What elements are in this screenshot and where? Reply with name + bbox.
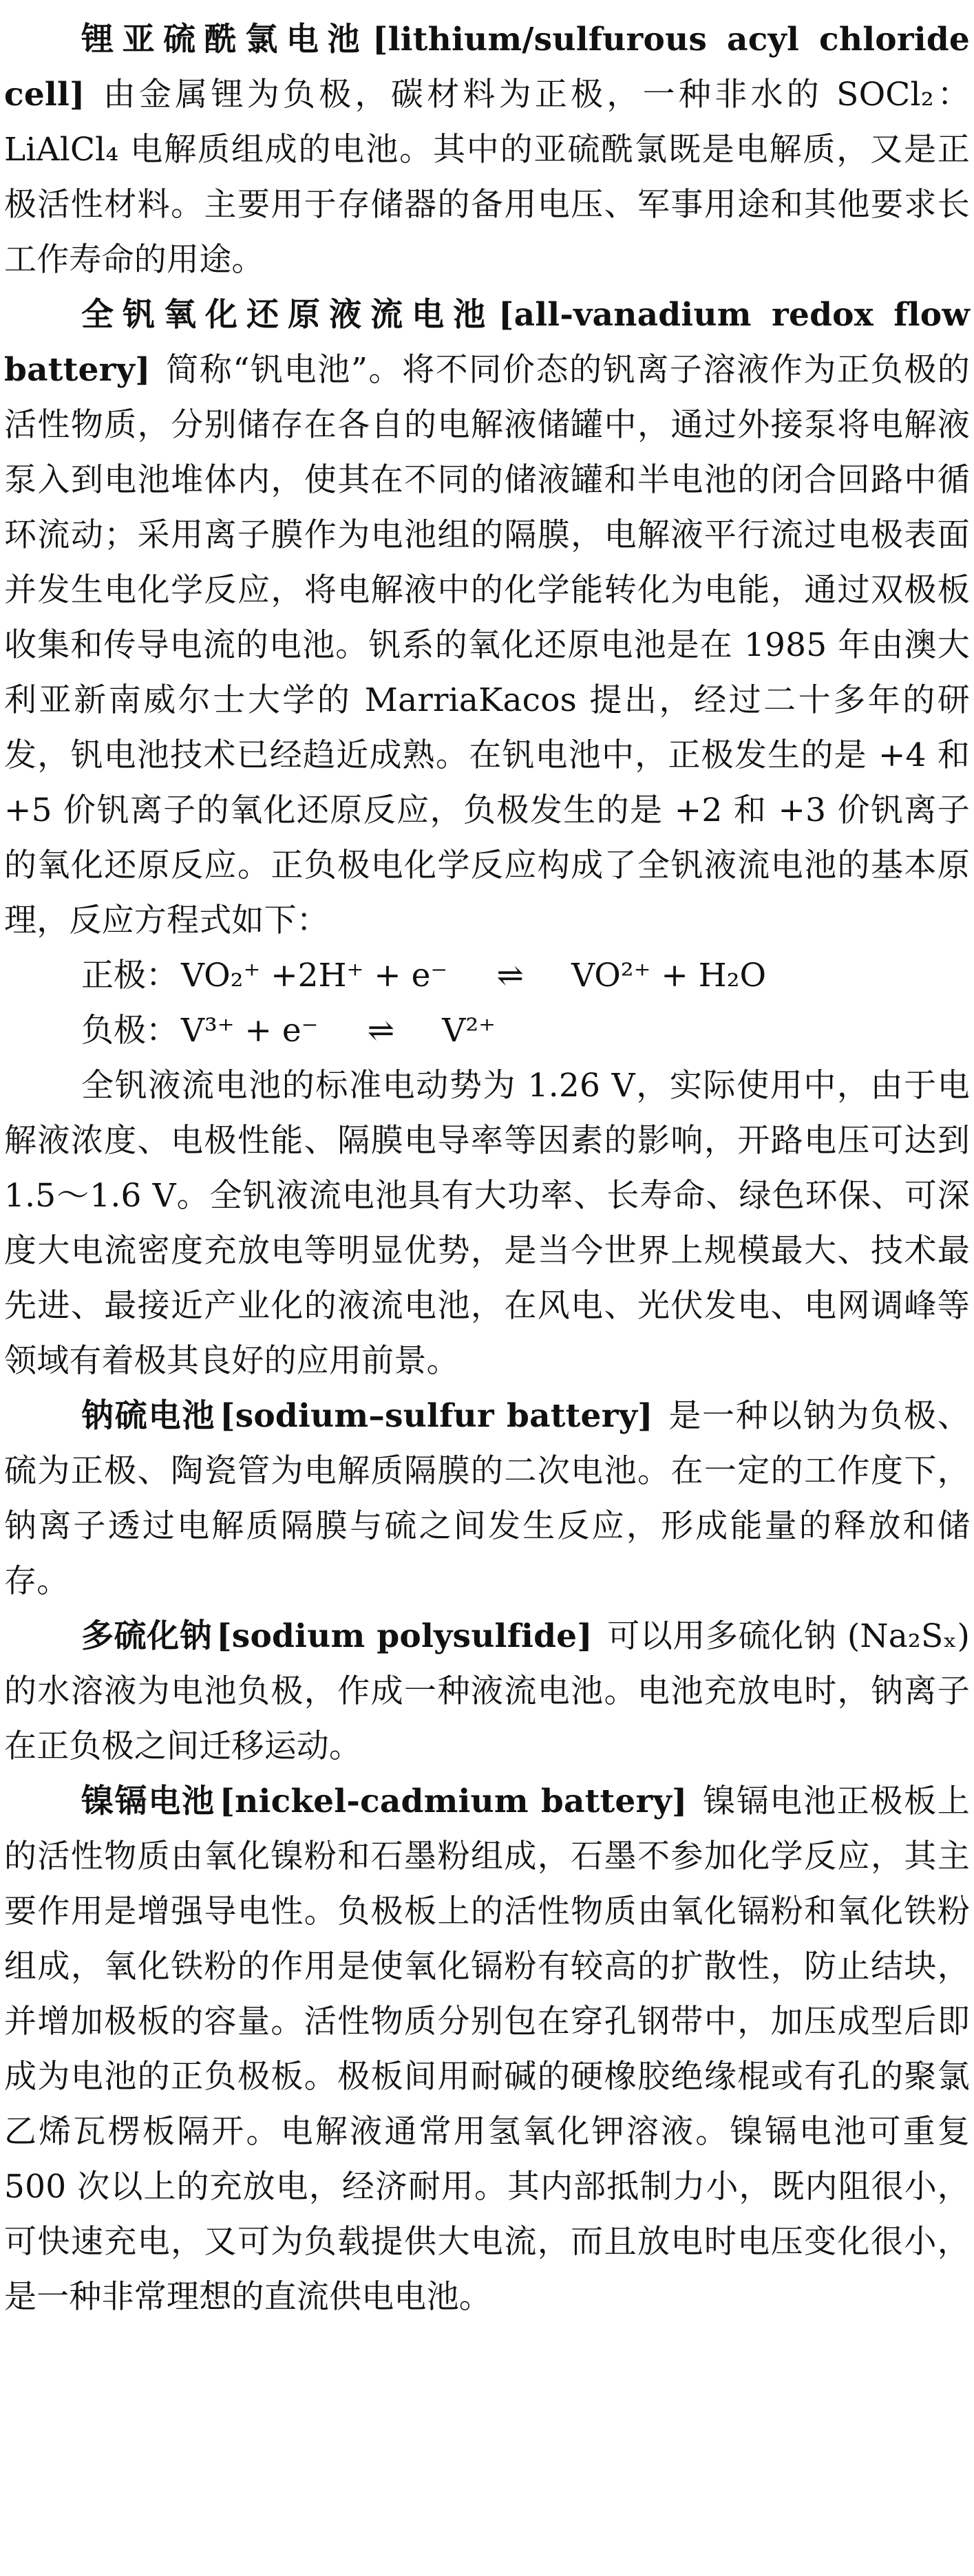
equilibrium-arrow-icon: ⇌ bbox=[367, 1012, 394, 1050]
entry-paragraph: 镍镉电池 [nickel-cadmium battery] 镍镉电池正极板上的活性物质由氧化镍粉和石墨粉组成，石墨不参加化学反应，其主要作用是增强导电性。负极板上的活性物质由氧化镉粉和氧化铁粉组成，氧化铁粉的作用是使氧化镉粉有较高的扩散性，防止结块，并增加极板的容量。活性物质分别包在穿孔钢带中，加压成型后即成为电池的正负极板。极板间用耐碱的硬橡胶绝缘棍或有孔的聚氯乙烯瓦楞板隔开。电解液通常用氢氧化钾溶液。镍镉电池可重复 500 次以上的充放电，经济耐用。其内部抵制力小，既内阻很小，可快速充电，又可为负载提供大电流，而且放电时电压变化很小，是一种非常理想的直流供电电池。 bbox=[4, 1782, 970, 2316]
entry-nickel-cadmium bbox=[4, 1774, 970, 2325]
entry-term: 全钒氧化还原液流电池 bbox=[81, 296, 495, 334]
equation-label: 负极： bbox=[81, 1012, 178, 1050]
equation-left: V³⁺ + e⁻ bbox=[181, 1012, 319, 1050]
entry-sodium-sulfur bbox=[4, 1389, 970, 1609]
entry-paragraph: 多硫化钠 [sodium polysulfide] 可以用多硫化钠 (Na₂Sₓ) 的水溶液为电池负极，作成一种液流电池。电池充放电时，钠离子在正负极之间迁移运动。 bbox=[4, 1617, 971, 1765]
equation-label: 正极： bbox=[81, 957, 178, 994]
entry-paragraph: 钠硫电池 [sodium–sulfur battery] 是一种以钠为负极、硫为正极、陶瓷管为电解质隔膜的二次电池。在一定的工作度下，钠离子透过电解质隔膜与硫之间发生反应，形成能量的释放和储存。 bbox=[4, 1397, 970, 1600]
equation-left: VO₂⁺ +2H⁺ + e⁻ bbox=[181, 957, 448, 994]
entry-english-term: nickel-cadmium battery bbox=[235, 1782, 672, 1820]
entry-term: 多硫化钠 bbox=[81, 1617, 213, 1655]
equation-right: VO²⁺ + H₂O bbox=[571, 957, 767, 994]
entry-vanadium-redox bbox=[4, 288, 970, 1389]
entry-term: 锂亚硫酰氯电池 bbox=[81, 21, 369, 58]
entry-body: 是一种以钠为负极、硫为正极、陶瓷管为电解质隔膜的二次电池。在一定的工作度下，钠离子透过电解质隔膜与硫之间发生反应，形成能量的释放和储存。 bbox=[4, 1397, 970, 1600]
entry-paragraph: 全钒氧化还原液流电池 [all-vanadium redox flow battery] 简称“钒电池”。将不同价态的钒离子溶液作为正负极的活性物质，分别储存在各自的电解液储罐中，通过外接泵将电解液泵入到电池堆体内，使其在不同的储液罐和半电池的闭合回路中循环流动；采用离子膜作为电池组的隔膜，电解液平行流过电极表面并发生电化学反应，将电解液中的化学能转化为电能，通过双极板收集和传导电流的电池。钒系的氧化还原电池是在 1985 年由澳大利亚新南威尔士大学的 MarriaKacos 提出，经过二十多年的研发，钒电池技术已经趋近成熟。在钒电池中，正极发生的是 +4 和 +5 价钒离子的氧化还原反应，负极发生的是 +2 和 +3 价钒离子的氧化还原反应。正负极电化学反应构成了全钒液流电池的基本原理，反应方程式如下： bbox=[4, 296, 971, 939]
entry-sodium-polysulfide bbox=[4, 1609, 970, 1774]
equation-positive bbox=[4, 948, 970, 1003]
entry-lithium-thionyl-chloride bbox=[4, 12, 970, 288]
equilibrium-arrow-icon: ⇌ bbox=[496, 957, 522, 994]
entry-body: 简称“钒电池”。将不同价态的钒离子溶液作为正负极的活性物质，分别储存在各自的电解液储罐中，通过外接泵将电解液泵入到电池堆体内，使其在不同的储液罐和半电池的闭合回路中循环流动；采用离子膜作为电池组的隔膜，电解液平行流过电极表面并发生电化学反应，将电解液中的化学能转化为电能，通过双极板收集和传导电流的电池。钒系的氧化还原电池是在 1985 年由澳大利亚新南威尔士大学的 MarriaKacos 提出，经过二十多年的研发，钒电池技术已经趋近成熟。在钒电池中，正极发生的是 +4 和 +5 价钒离子的氧化还原反应，负极发生的是 +2 和 +3 价钒离子的氧化还原反应。正负极电化学反应构成了全钒液流电池的基本原理，反应方程式如下： bbox=[4, 351, 971, 939]
entry-body: 由金属锂为负极，碳材料为正极，一种非水的 SOCl₂：LiAlCl₄ 电解质组成的电池。其中的亚硫酰氯既是电解质，又是正极活性材料。主要用于存储器的备用电压、军事用途和其他要求长工作寿命的用途。 bbox=[4, 76, 971, 279]
entry-body: 可以用多硫化钠 (Na₂Sₓ) 的水溶液为电池负极，作成一种液流电池。电池充放电时，钠离子在正负极之间迁移运动。 bbox=[4, 1617, 971, 1765]
equation-right: V²⁺ bbox=[442, 1012, 496, 1050]
entry-term: 镍镉电池 bbox=[81, 1782, 215, 1820]
entry-english-term: sodium–sulfur battery bbox=[235, 1397, 638, 1435]
entry-paragraph-continued bbox=[4, 1058, 970, 1389]
entry-english-term: all-vanadium redox flow battery bbox=[4, 296, 970, 389]
entry-english-term: lithium/sulfurous acyl chloride cell bbox=[4, 21, 971, 114]
entry-term: 钠硫电池 bbox=[81, 1397, 216, 1435]
entry-english-term: sodium polysulfide bbox=[231, 1617, 578, 1655]
entry-paragraph: 锂亚硫酰氯电池 [lithium/sulfurous acyl chloride cell] 由金属锂为负极，碳材料为正极，一种非水的 SOCl₂：LiAlCl₄ 电解质组成的电池。其中的亚硫酰氯既是电解质，又是正极活性材料。主要用于存储器的备用电压、军事用途和其他要求长工作寿命的用途。 bbox=[4, 21, 971, 279]
entry-body-continued: 全钒液流电池的标准电动势为 1.26 V，实际使用中，由于电解液浓度、电极性能、隔膜电导率等因素的影响，开路电压可达到 1.5～1.6 V。全钒液流电池具有大功率、长寿命、绿色环保、可深度大电流密度充放电等明显优势，是当今世界上规模最大、技术最先进、最接近产业化的液流电池，在风电、光伏发电、电网调峰等领域有着极其良好的应用前景。 bbox=[4, 1067, 970, 1380]
equation-negative bbox=[4, 1003, 970, 1058]
entry-body: 镍镉电池正极板上的活性物质由氧化镍粉和石墨粉组成，石墨不参加化学反应，其主要作用是增强导电性。负极板上的活性物质由氧化镉粉和氧化铁粉组成，氧化铁粉的作用是使氧化镉粉有较高的扩散性，防止结块，并增加极板的容量。活性物质分别包在穿孔钢带中，加压成型后即成为电池的正负极板。极板间用耐碱的硬橡胶绝缘棍或有孔的聚氯乙烯瓦楞板隔开。电解液通常用氢氧化钾溶液。镍镉电池可重复 500 次以上的充放电，经济耐用。其内部抵制力小，既内阻很小，可快速充电，又可为负载提供大电流，而且放电时电压变化很小，是一种非常理想的直流供电电池。 bbox=[4, 1782, 970, 2316]
glossary-page bbox=[0, 12, 974, 2325]
